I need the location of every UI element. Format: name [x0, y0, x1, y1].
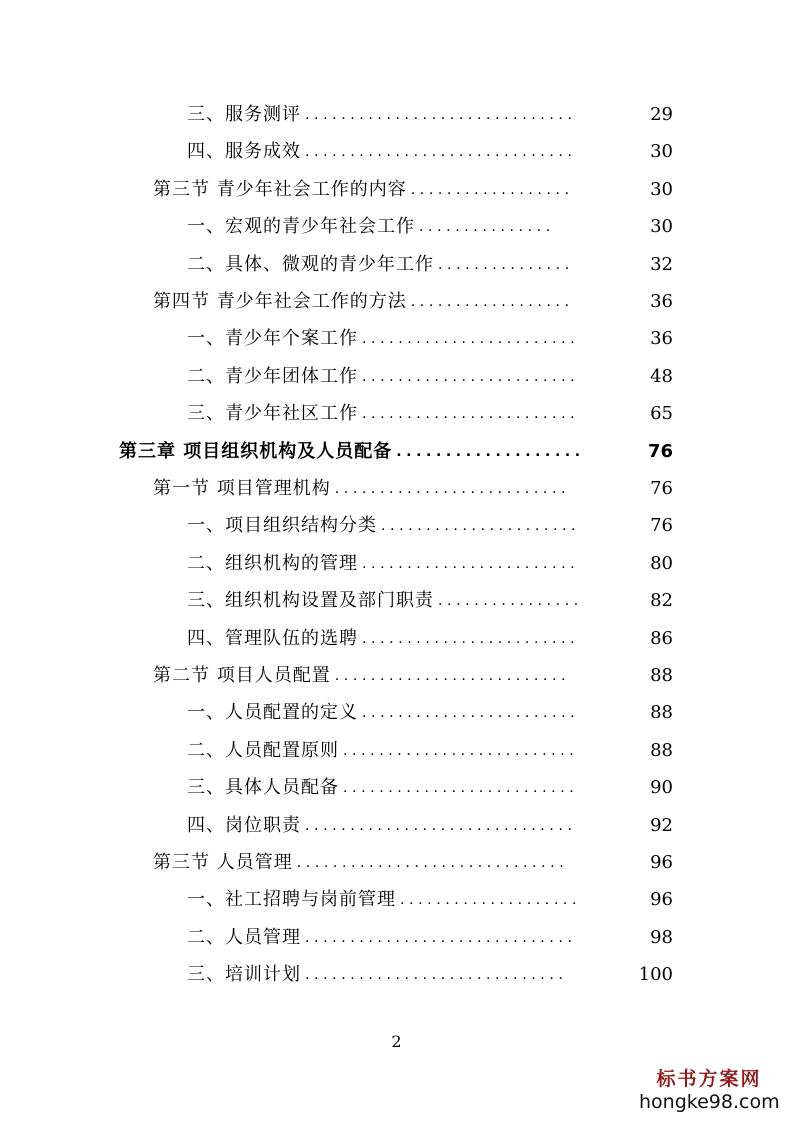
- toc-entry-item[interactable]: [187, 811, 673, 841]
- toc-dot-leader: ........................: [362, 331, 580, 348]
- toc-entry-page: 76: [647, 440, 673, 462]
- toc-entry-page: 65: [650, 403, 673, 425]
- toc-entry-page: 30: [650, 141, 673, 163]
- toc-entry-item[interactable]: [187, 362, 673, 392]
- toc-entry-title: 一、人员配置的定义: [187, 702, 358, 724]
- toc-entry-section[interactable]: [153, 175, 673, 205]
- toc-entry-title: 四、管理队伍的选聘: [187, 627, 358, 649]
- toc-entry-title: 三、培训计划: [187, 964, 301, 986]
- toc-entry-page: 92: [650, 814, 673, 836]
- toc-entry-title: 第三节 人员管理: [153, 852, 293, 873]
- toc-entry-page: 86: [650, 627, 673, 649]
- toc-dot-leader: .............................: [305, 967, 568, 984]
- toc-entry-title: 第四节 青少年社会工作的方法: [153, 291, 407, 312]
- toc-entry-title: 三、组织机构设置及部门职责: [187, 590, 434, 612]
- toc-entry-page: 88: [650, 739, 673, 761]
- toc-entry-item[interactable]: [187, 137, 673, 167]
- page-number: 2: [391, 1032, 402, 1051]
- toc-entry-page: 30: [650, 178, 673, 200]
- toc-entry-title: 二、人员配置原则: [187, 739, 339, 761]
- toc-entry-page: 90: [650, 777, 673, 799]
- toc-dot-leader: ..........................: [334, 481, 571, 497]
- toc-entry-page: 96: [650, 889, 673, 911]
- toc-dot-leader: ...............: [438, 256, 574, 273]
- toc-entry-title: 四、服务成效: [187, 141, 301, 163]
- toc-entry-title: 第三节 青少年社会工作的内容: [153, 178, 407, 200]
- toc-entry-title: 二、人员管理: [187, 926, 301, 948]
- toc-entry-page: 76: [650, 515, 673, 537]
- toc-entry-title: 一、社工招聘与岗前管理: [187, 889, 396, 911]
- toc-entry-item[interactable]: [187, 324, 673, 354]
- toc-entry-title: 一、宏观的青少年社会工作: [187, 216, 415, 238]
- toc-entry-title: 二、具体、微观的青少年工作: [187, 253, 434, 275]
- toc-entry-title: 三、具体人员配备: [187, 777, 339, 799]
- toc-dot-leader: ..................: [410, 294, 574, 310]
- toc-entry-section[interactable]: [153, 661, 673, 691]
- toc-entry-title: 一、青少年个案工作: [187, 328, 358, 350]
- toc-dot-leader: ....................: [400, 892, 582, 909]
- toc-dot-leader: ..............................: [305, 817, 577, 834]
- toc-entry-section[interactable]: [153, 848, 673, 878]
- toc-entry-page: 48: [650, 365, 673, 387]
- toc-entry-item[interactable]: [187, 624, 673, 654]
- toc-dot-leader: ........................: [362, 406, 580, 423]
- toc-dot-leader: ...............: [419, 219, 555, 236]
- toc-entry-page: 88: [650, 665, 673, 686]
- toc-entry-page: 100: [638, 964, 673, 986]
- toc-dot-leader: ..............................: [305, 107, 577, 123]
- toc-entry-title: 第二节 项目人员配置: [153, 665, 331, 686]
- toc-entry-section[interactable]: [153, 287, 673, 317]
- toc-dot-leader: ................: [438, 593, 583, 610]
- toc-entry-title: 第一节 项目管理机构: [153, 478, 331, 499]
- toc-dot-leader: ..........................: [343, 780, 579, 797]
- toc-dot-leader: ..........................: [343, 742, 579, 759]
- toc-entry-page: 98: [650, 926, 673, 948]
- toc-entry-title: 三、青少年社区工作: [187, 403, 358, 425]
- toc-entry-page: 82: [650, 590, 673, 612]
- toc-entry-title: 二、青少年团体工作: [187, 365, 358, 387]
- toc-entry-section[interactable]: [153, 474, 673, 504]
- watermark-logo: [639, 1068, 779, 1114]
- toc-entry-page: 76: [650, 478, 673, 499]
- toc-entry-item[interactable]: [187, 885, 673, 915]
- toc-entry-chapter[interactable]: [119, 437, 673, 467]
- toc-entry-item[interactable]: [187, 549, 673, 579]
- toc-entry-title: 第三章 项目组织机构及人员配备: [119, 440, 393, 462]
- toc-entry-page: 96: [650, 852, 673, 873]
- toc-dot-leader: ........................: [362, 368, 580, 385]
- toc-dot-leader: ..............................: [305, 929, 577, 946]
- toc-entry-item[interactable]: [187, 511, 673, 541]
- toc-entry-item[interactable]: [187, 250, 673, 280]
- toc-entry-item[interactable]: [187, 698, 673, 728]
- toc-entry-page: 36: [650, 291, 673, 312]
- toc-entry-page: 32: [650, 253, 673, 275]
- toc-entry-title: 一、项目组织结构分类: [187, 515, 377, 537]
- watermark-url: hongke98.com: [639, 1091, 780, 1113]
- toc-entry-item[interactable]: [187, 586, 673, 616]
- toc-entry-item[interactable]: [187, 736, 673, 766]
- toc-entry-page: 30: [650, 216, 673, 238]
- toc-entry-title: 二、组织机构的管理: [187, 552, 358, 574]
- toc-entry-item[interactable]: [187, 960, 673, 990]
- toc-dot-leader: ........................: [362, 555, 580, 572]
- toc-entry-item[interactable]: [187, 923, 673, 953]
- toc-dot-leader: ...................: [396, 443, 585, 460]
- toc-dot-leader: ..................: [410, 181, 574, 198]
- toc-entry-title: 四、岗位职责: [187, 814, 301, 836]
- watermark-site-name: 标书方案网: [656, 1068, 762, 1090]
- toc-entry-page: 88: [650, 702, 673, 724]
- toc-entry-page: 80: [650, 552, 673, 574]
- toc-dot-leader: ..........................: [334, 668, 571, 684]
- toc-entry-item[interactable]: [187, 399, 673, 429]
- toc-dot-leader: ..............................: [296, 855, 569, 871]
- toc-dot-leader: ..............................: [305, 144, 577, 161]
- toc-entry-page: 36: [650, 328, 673, 350]
- toc-entry-item[interactable]: [187, 100, 673, 130]
- toc-dot-leader: ........................: [362, 705, 580, 722]
- toc-entry-item[interactable]: [187, 773, 673, 803]
- toc-entry-title: 三、服务测评: [187, 104, 301, 125]
- toc-entry-page: 29: [650, 104, 673, 125]
- toc-entry-item[interactable]: [187, 212, 673, 242]
- toc-dot-leader: ......................: [381, 518, 581, 535]
- toc-dot-leader: ........................: [362, 630, 580, 647]
